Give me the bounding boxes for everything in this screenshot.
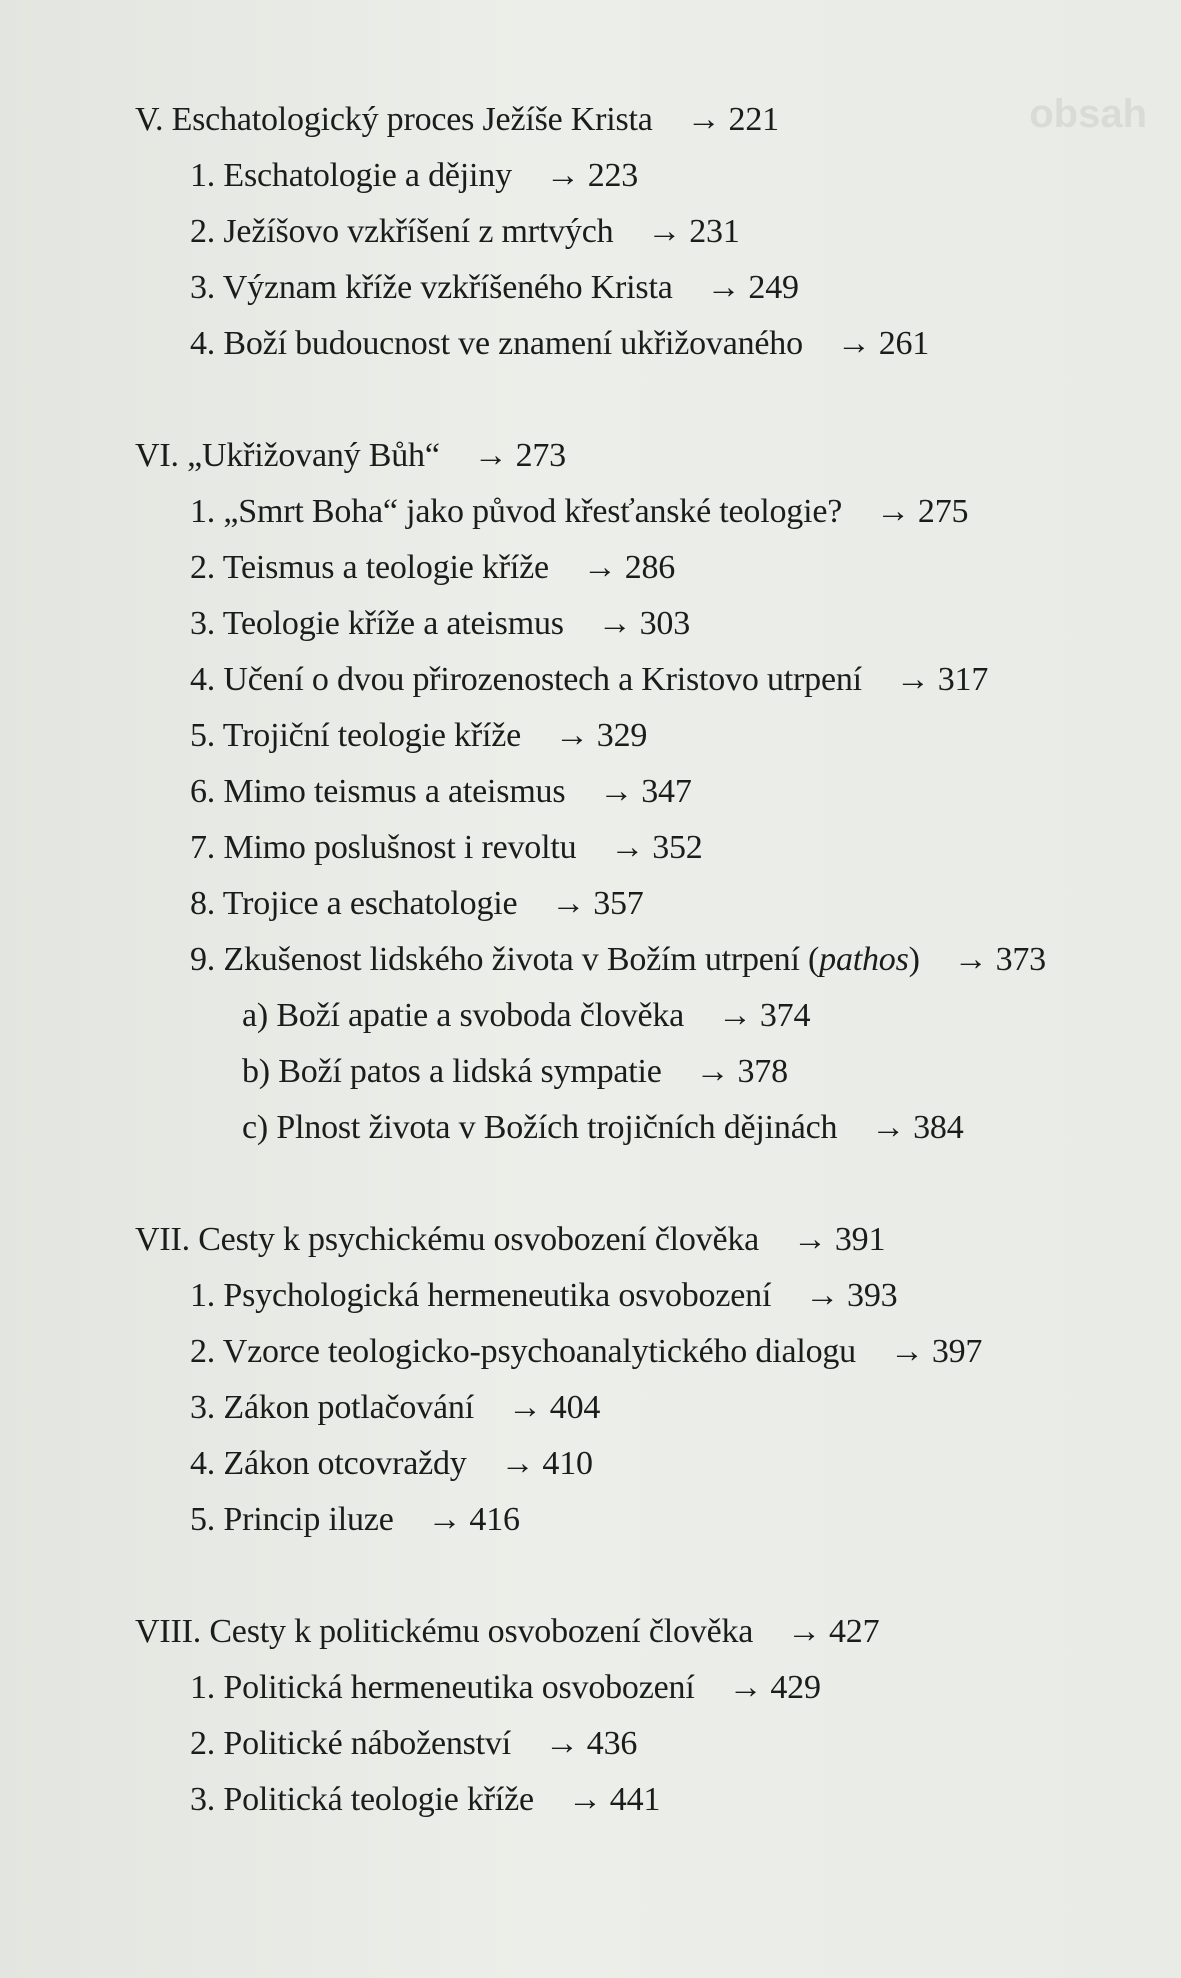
- toc-entry-title: 3. Význam kříže vzkříšeného Krista: [190, 269, 673, 306]
- toc-entry-title: 4. Zákon otcovraždy: [190, 1445, 467, 1482]
- arrow-icon: →: [507, 1389, 542, 1426]
- toc-entry: [190, 156, 638, 196]
- toc-entry-page: 397: [931, 1333, 983, 1370]
- toc-entry-title: a) Boží apatie a svoboda člověka: [242, 997, 685, 1034]
- toc-entry-page: 261: [878, 325, 930, 362]
- toc-entry-page: 273: [515, 437, 566, 474]
- arrow-icon: →: [599, 773, 634, 810]
- toc-entry-page: 373: [995, 941, 1046, 978]
- arrow-icon: →: [895, 661, 930, 698]
- toc-entry: [242, 1052, 788, 1092]
- toc-entry-page: 249: [748, 269, 799, 306]
- arrow-icon: →: [427, 1501, 462, 1538]
- toc-entry: [190, 828, 703, 868]
- toc-entry: [190, 604, 690, 644]
- show-through-heading: obsah: [1029, 92, 1147, 136]
- arrow-icon: →: [718, 997, 752, 1034]
- toc-entry-page: 441: [609, 1781, 661, 1818]
- toc-entry: [135, 1612, 879, 1652]
- arrow-icon: →: [551, 885, 586, 922]
- toc-entry: [190, 1332, 982, 1372]
- toc-entry: [190, 1668, 821, 1708]
- arrow-icon: →: [554, 717, 589, 754]
- toc-entry-page: 352: [652, 829, 703, 866]
- arrow-icon: →: [706, 269, 741, 306]
- toc-entry-page: 221: [728, 101, 779, 138]
- toc-entry-italic-term: pathos: [819, 941, 909, 978]
- arrow-icon: →: [567, 1781, 602, 1818]
- toc-entry-title: 4. Boží budoucnost ve znamení ukřižovaného: [190, 325, 803, 362]
- toc-entry-title: 1. „Smrt Boha“ jako původ křesťanské teologie?: [190, 493, 843, 530]
- toc-entry: [190, 268, 799, 308]
- toc-entry: [190, 1724, 637, 1764]
- arrow-icon: →: [610, 829, 645, 866]
- arrow-icon: →: [728, 1669, 763, 1706]
- arrow-icon: →: [647, 213, 682, 250]
- arrow-icon: →: [805, 1277, 840, 1314]
- toc-entry-page: 275: [917, 493, 969, 530]
- toc-entry-title: 3. Teologie kříže a ateismus: [190, 605, 564, 642]
- toc-entry-page: 410: [542, 1445, 593, 1482]
- toc-entry-page: 391: [834, 1221, 886, 1258]
- toc-entry-title: V. Eschatologický proces Ježíše Krista: [135, 101, 653, 138]
- toc-entry: [190, 212, 740, 252]
- toc-entry: [242, 1108, 964, 1148]
- toc-entry-title: VI. „Ukřižovaný Bůh“: [135, 437, 440, 474]
- toc-entry-title: 9. Zkušenost lidského života v Božím utrpení (: [190, 941, 820, 978]
- toc-entry-title: 4. Učení o dvou přirozenostech a Kristovo utrpení: [190, 661, 862, 698]
- toc-entry-page: 357: [593, 885, 644, 922]
- toc-entry-title: 5. Princip iluze: [190, 1501, 394, 1538]
- arrow-icon: →: [544, 1725, 579, 1762]
- arrow-icon: →: [695, 1053, 730, 1090]
- toc-entry: [190, 1780, 660, 1820]
- arrow-icon: →: [545, 157, 580, 194]
- toc-entry-page: 384: [913, 1109, 964, 1146]
- toc-entry: [135, 100, 779, 140]
- toc-entry-page: 347: [641, 773, 692, 810]
- arrow-icon: →: [793, 1221, 827, 1258]
- toc-entry: [190, 884, 644, 924]
- arrow-icon: →: [953, 941, 988, 978]
- arrow-icon: →: [473, 437, 508, 474]
- toc-entry-title: 8. Trojice a eschatologie: [190, 885, 518, 922]
- arrow-icon: →: [686, 101, 721, 138]
- arrow-icon: →: [876, 493, 910, 530]
- toc-entry: [190, 716, 647, 756]
- toc-entry: [190, 548, 675, 588]
- toc-entry-title: 2. Ježíšovo vzkříšení z mrtvých: [190, 213, 614, 250]
- toc-entry-page: 317: [937, 661, 989, 698]
- toc-entry: [190, 660, 988, 700]
- toc-entry: [190, 1500, 520, 1540]
- arrow-icon: →: [597, 605, 632, 642]
- toc-entry-title: 6. Mimo teismus a ateismus: [190, 773, 566, 810]
- arrow-icon: →: [871, 1109, 906, 1146]
- toc-entry-title: 1. Politická hermeneutika osvobození: [190, 1669, 695, 1706]
- toc-entry: [135, 436, 566, 476]
- toc-entry-title: c) Plnost života v Božích trojičních dějinách: [242, 1109, 838, 1146]
- toc-entry-title: VII. Cesty k psychickému osvobození člověka: [135, 1221, 760, 1258]
- toc-entry: [190, 772, 692, 812]
- toc-entry-title: 2. Vzorce teologicko-psychoanalytického dialogu: [190, 1333, 856, 1370]
- toc-entry-title: b) Boží patos a lidská sympatie: [242, 1053, 662, 1090]
- toc-entry-title: 7. Mimo poslušnost i revoltu: [190, 829, 577, 866]
- toc-entry-page: 427: [828, 1613, 880, 1650]
- toc-entry-title: VIII. Cesty k politickému osvobození člověka: [135, 1613, 754, 1650]
- toc-entry: [190, 940, 1046, 980]
- toc-entry-page: 436: [586, 1725, 638, 1762]
- toc-entry-page: 329: [596, 717, 648, 754]
- toc-entry-page: 231: [689, 213, 740, 250]
- toc-entry-title: 3. Politická teologie kříže: [190, 1781, 534, 1818]
- toc-entry-title: 1. Eschatologie a dějiny: [190, 157, 512, 194]
- arrow-icon: →: [836, 325, 871, 362]
- toc-entry-title: 3. Zákon potlačování: [190, 1389, 474, 1426]
- toc-entry: [135, 1220, 885, 1260]
- arrow-icon: →: [890, 1333, 924, 1370]
- toc-entry-page: 223: [587, 157, 639, 194]
- toc-entry-title: 2. Politické náboženství: [190, 1725, 511, 1762]
- toc-entry-page: 429: [770, 1669, 821, 1706]
- toc-entry-page: 416: [469, 1501, 520, 1538]
- toc-entry-page: 286: [624, 549, 676, 586]
- toc-entry: [190, 1276, 897, 1316]
- toc-entry-title-suffix: ): [908, 941, 920, 978]
- toc-entry-page: 404: [549, 1389, 601, 1426]
- toc-entry: [190, 1444, 593, 1484]
- toc-entry: [242, 996, 810, 1036]
- arrow-icon: →: [787, 1613, 821, 1650]
- toc-entry-page: 393: [847, 1277, 898, 1314]
- toc-entry-title: 5. Trojiční teologie kříže: [190, 717, 521, 754]
- arrow-icon: →: [582, 549, 617, 586]
- toc-entry: [190, 324, 929, 364]
- arrow-icon: →: [500, 1445, 535, 1482]
- toc-entry: [190, 492, 968, 532]
- toc-entry-title: 2. Teismus a teologie kříže: [190, 549, 549, 586]
- toc-entry: [190, 1388, 600, 1428]
- toc-entry-page: 378: [737, 1053, 788, 1090]
- toc-entry-title: 1. Psychologická hermeneutika osvobození: [190, 1277, 772, 1314]
- toc-entry-page: 374: [759, 997, 811, 1034]
- toc-entry-page: 303: [639, 605, 690, 642]
